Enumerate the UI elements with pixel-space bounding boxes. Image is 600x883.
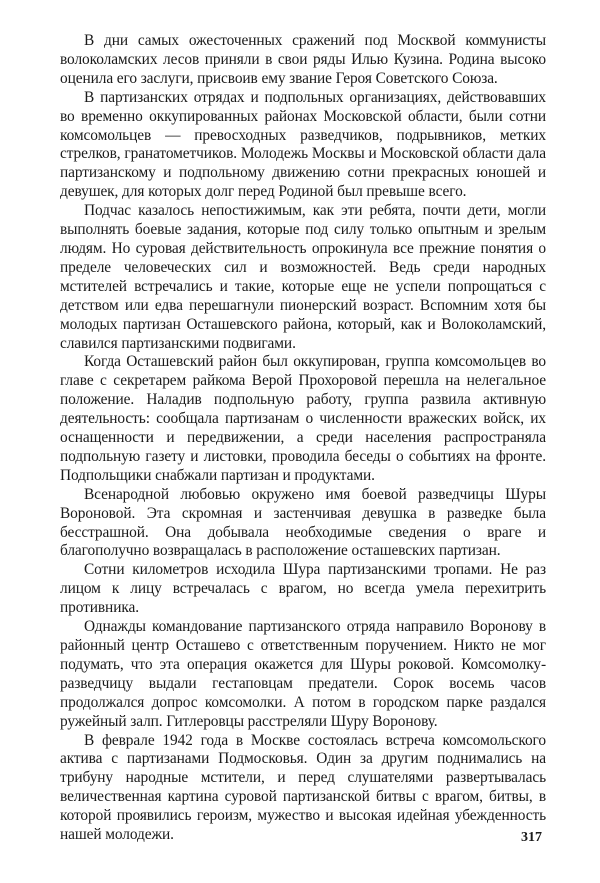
paragraph: Когда Осташевский район был оккупирован, группа комсомольцев во главе с секретарем райкома Верой Прохоровой перешла на нелегальное положение. Наладив подпольную работу, группа развила активную деятельность: сообщала партизанам о численности вражеских войск, их оснащенности и передвижении, а среди населения распространяла подпольную газету и листовки, проводила беседы о событиях на фронте. Подпольщики снабжали партизан и продуктами.	[60, 353, 546, 484]
paragraph: Однажды командование партизанского отряда направило Воронову в районный центр Осташево с ответственным поручением. Никто не мог подумать, что эта операция окажется для Шуры роковой. Комсомолку-разведчицу выдали гестаповцам предатели. Сорок восемь часов продолжался допрос комсомолки. А потом в городском парке раздался ружейный залп. Гитлеровцы расстреляли Шуру Воронову.	[60, 618, 546, 730]
paragraph: В партизанских отрядах и подпольных организациях, действовавших во временно оккупированных районах Московской области, были сотни комсомольцев — превосходных разведчиков, подрывников, метких стрелков, гранатометчиков. Молодежь Москвы и Московской области дала партизанскому и подпольному движению сотни прекрасных юношей и девушек, для которых долг перед Родиной был превыше всего.	[60, 88, 546, 201]
paragraph: В феврале 1942 года в Москве состоялась встреча комсомольского актива с партизанами Подмосковья. Один за другим поднимались на трибуну народные мстители, и перед слушателями развертывалась величественная картина суровой партизанской битвы с врагом, битвы, в которой проявились героизм, мужество и высокая идейная убежденность нашей молодежи.	[60, 731, 546, 844]
paragraph: Сотни километров исходила Шура партизанскими тропами. Не раз лицом к лицу встречалась с врагом, но всегда умела перехитрить противника.	[60, 561, 546, 617]
paragraph: Всенародной любовью окружено имя боевой разведчицы Шуры Вороновой. Эта скромная и застенчивая девушка в разведке была бесстрашной. Она добывала необходимые сведения о враге и благополучно возвращалась в расположение осташевских партизан.	[60, 485, 546, 560]
paragraph: В дни самых ожесточенных сражений под Москвой коммунисты волоколамских лесов приняли в свои ряды Илью Кузина. Родина высоко оценила его заслуги, присвоив ему звание Героя Советского Союза.	[60, 32, 546, 87]
page-number: 317	[521, 830, 542, 845]
paragraph: Подчас казалось непостижимым, как эти ребята, почти дети, могли выполнять боевые задания, которые под силу только опытным и зрелым людям. Но суровая действительность опрокинула все прежние понятия о пределе человеческих сил и возможностей. Ведь среди народных мстителей встречались и такие, которые еще не успели попрощаться с детством или едва перешагнули пионерский возраст. Вспомним хотя бы молодых партизан Осташевского района, который, как и Волоколамский, славился партизанскими подвигами.	[60, 202, 546, 352]
